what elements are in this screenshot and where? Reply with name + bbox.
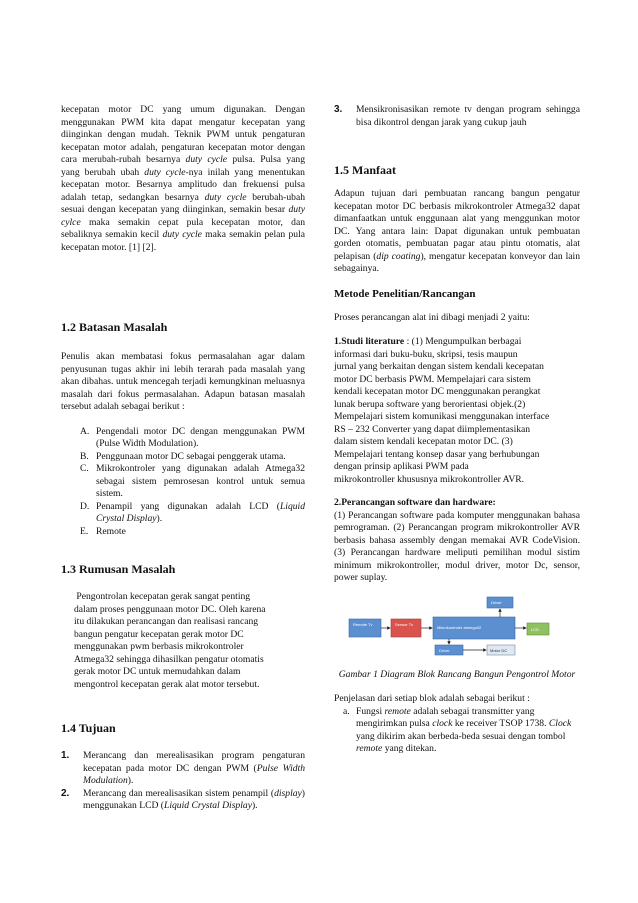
list-item-text: Remote [96, 525, 126, 537]
manfaat-text: ), mengatur kecepatan konveyor dan lain sebagainya. [334, 250, 581, 274]
perancangan-paragraph: (1) Perancangan software pada komputer menggunakan bahasa pemrograman. (2) Perancangan program mikrokontroller AVR berbasis bahasa assembly dengan memakai AVR CodeVision. (3) Perancangan hardware meliputi pemilihan modul sistim minimum mikrokontroller, modul driver, motor Dc, sensor, power suplay. [334, 509, 580, 583]
list-item-text: Penampil yang digunakan adalah LCD ( [96, 500, 280, 512]
block-diagram [347, 595, 567, 657]
heading-rumusan: 1.3 Rumusan Masalah [61, 562, 176, 576]
intro-text: kecepatan motor DC yang umum digunakan. Dengan menggunakan PWM kita dapat mengatur kecepatan yang diinginkan dengan mudah. Teknik PWM untuk pengaturan kecepatan motor adalah, pengaturan kecepatan motor dengan cara merubah-rubah besarnya [61, 104, 305, 165]
studi-block [334, 336, 580, 486]
intro-text: pulsa. Pulsa yang yang berubah ubah [61, 154, 305, 178]
block-bottom-label: Driver [439, 647, 450, 653]
block-motor-label: Motor DC [490, 647, 508, 653]
list-item-text: ke receiver TSOP 1738. [452, 718, 549, 729]
studi-text: : (1) Mengumpulkan berbagai [404, 336, 522, 347]
list-item [61, 426, 305, 451]
left-column [61, 104, 305, 813]
list-item-italic: Liquid Crystal Display [164, 800, 252, 811]
rumusan-line: itu dilakukan perancangan dan realisasi rancang [74, 616, 259, 627]
list-item-italic: remote [384, 705, 411, 717]
studi-line: informasi dari buku-buku, skripsi, tesis maupun [334, 348, 518, 360]
batasan-list [61, 426, 305, 539]
batasan-paragraph: Penulis akan membatasi fokus permasalahan agar dalam penyusunan tugas akhir ini lebih terarah pada masalah yang akan dibahas. untuk mencegah terjadi kemungkinan meluasnya masalah dari fokus permasalahan. Adapun batasan masalah tersebut adalah sebagai berikut : [61, 351, 305, 412]
intro-text: maka semakin cepat pula kecepatan motor, dan sebaliknya semakin kecil [61, 216, 305, 240]
list-marker: B. [80, 450, 89, 462]
manfaat-paragraph [334, 188, 580, 276]
list-marker: E. [80, 525, 89, 537]
list-item [61, 501, 305, 526]
intro-text: maka semakin pelan pula kecepatan motor. [1] [2]. [61, 229, 305, 253]
studi-line: lunak berupa software yang berorientasi objek.(2) [334, 398, 526, 410]
list-item-italic: Clock [548, 718, 572, 729]
heading-metode: Metode Penelitian/Rancangan [334, 287, 476, 300]
rumusan-line: Pengontrolan kecepatan gerak sangat penting [74, 591, 251, 602]
block-bottom [435, 645, 463, 655]
list-item-text: Merancang dan merealisasikan sistem penampil ( [83, 787, 275, 799]
list-item-text: ). [251, 800, 258, 811]
list-item-italic: display [274, 787, 302, 799]
tujuan-list [61, 750, 305, 813]
manfaat-text: Adapun tujuan dari pembuatan rancang bangun pengatur kecepatan motor DC berbasis mikrokontroler Atmega32 dapat dimanfaatkan untuk enggunaan alat yang menggunkan motor DC. Yang antara lain: Dapat digunakan untuk pembuatan gorden otomatis, pembuatan pagar atau pintu otomatis, alat pelapisan ( [334, 188, 580, 262]
intro-italic: duty cycle [162, 229, 202, 240]
intro-text: berubah-ubah sesuai dengan kecepatan yang diinginkan, semakin besar [61, 191, 305, 215]
list-marker: 3. [334, 104, 343, 115]
intro-italic: duty cycle [185, 154, 228, 165]
studi-line: Mempelajari tentang konsep dasar yang berhubungan [334, 448, 540, 460]
heading-tujuan: 1.4 Tujuan [61, 721, 116, 735]
rumusan-line: mengontrol kecepatan gerak alat motor tersebut. [74, 678, 260, 690]
list-item-text: ). [127, 775, 134, 786]
block-mcu [433, 617, 515, 639]
list-marker: 2. [61, 787, 70, 799]
block-motor [487, 645, 515, 655]
studi-line: jurnal yang berkaitan dengan sistem kendali kecepatan [334, 361, 544, 372]
list-item [334, 706, 580, 756]
list-item-italic: remote [356, 743, 383, 754]
block-lcd [527, 623, 549, 635]
studi-line: RS – 232 Converter yang dapat diimplementasikan [334, 423, 531, 435]
studi-line: dengan prinsip aplikasi PWM pada [334, 461, 469, 472]
block-mcu-label: Mikrokontroler atmega32 [437, 624, 482, 630]
list-item-text: Merancang dan merealisasikan program pengaturan kecepatan pada motor DC dengan PWM ( [83, 750, 305, 774]
studi-line: kendali kecepatan motor DC menggunakan perangkat [334, 386, 541, 397]
block-remote [349, 619, 381, 637]
list-item-italic: Liquid Crystal Display [96, 500, 305, 524]
rumusan-line: bangun pengatur kecepatan gerak motor DC [74, 628, 244, 640]
list-item-text: adalah sebagai transmitter yang mengirimkan pulsa [356, 705, 535, 729]
right-column [334, 104, 580, 756]
heading-manfaat: 1.5 Manfaat [334, 163, 396, 177]
list-item [61, 463, 305, 501]
list-item-text: Penggunaan motor DC sebagai penggerak utama. [96, 450, 286, 462]
studi-label: 1.Studi literature [334, 336, 405, 347]
list-marker: C. [80, 463, 89, 474]
studi-line: dalam sistem kendali kecepatan motor DC. (3) [334, 436, 513, 447]
list-item [61, 788, 305, 813]
perancangan-label: 2.Perancangan software dan hardware: [334, 497, 496, 508]
list-item [61, 526, 305, 539]
intro-italic: duty cylce [61, 204, 305, 228]
list-marker: A. [80, 425, 90, 437]
heading-batasan: 1.2 Batasan Masalah [61, 320, 168, 334]
block-top [487, 597, 513, 608]
list-item-text: yang dikirim akan berbeda-beda sesuai dengan tombol [356, 730, 566, 742]
list-item [334, 104, 580, 129]
rumusan-line: dalam proses penggunaan motor DC. Oleh karena [74, 603, 266, 615]
list-item-text: yang ditekan. [382, 743, 437, 754]
studi-line: Mempelajari sistem komunikasi menggunakan interface [334, 411, 550, 422]
figure-caption: Gambar 1 Diagram Blok Rancang Bangun Pengontrol Motor [338, 668, 576, 680]
block-sensor-label: Sensor Tv [395, 621, 414, 627]
list-item [61, 451, 305, 464]
list-marker: D. [80, 500, 90, 512]
list-item-text: Mikrokontroler yang digunakan adalah Atmega32 sebagai sistem pemrosesan kontrol untuk semua sistem. [96, 463, 305, 499]
block-remote-label: Remote Tv [353, 621, 373, 627]
block-lcd-label: LCD [531, 626, 540, 632]
rumusan-line: menggunakan pwm berbasis mikrokontroler [74, 641, 244, 652]
studi-line: motor DC berbasis PWM. Mempelajari cara sistem [334, 373, 531, 385]
list-item-text: Pengendali motor DC dengan menggunakan PWM (Pulse Width Modulation). [96, 425, 305, 449]
rumusan-line: gerak motor DC untuk memudahkan dalam [74, 666, 241, 677]
block-top-label: Driver [491, 599, 502, 605]
list-item [61, 750, 305, 788]
metode-intro: Proses perancangan alat ini dibagi menjadi 2 yaitu: [334, 311, 530, 323]
list-item-text: ) menggunakan LCD ( [83, 787, 305, 811]
penjelasan-list [334, 706, 580, 756]
intro-italic: duty cycle [204, 191, 247, 203]
list-item-italic: Pulse Width Modulation [83, 762, 305, 786]
rumusan-block [61, 591, 305, 691]
block-sensor [391, 619, 421, 637]
intro-text: -nya inilah yang menentukan kecepatan motor. Besarnya amplitudo dan frekuensi pulsa adalah tetap, sedangkan besarnya [61, 166, 305, 203]
intro-italic: duty cycle [144, 166, 186, 178]
rumusan-line: Atmega32 sehingga dihasilkan pengatur otomatis [74, 653, 264, 665]
list-marker: a. [343, 705, 350, 717]
manfaat-italic: dip coating [376, 250, 421, 262]
list-marker: 1. [61, 750, 70, 761]
intro-paragraph [61, 104, 305, 320]
studi-line [334, 336, 580, 349]
penjelasan-intro: Penjelasan dari setiap blok adalah sebagai berikut : [334, 693, 530, 704]
list-item-italic: clock [432, 718, 453, 729]
list-item-text: Mensikronisasikan remote tv dengan program sehingga bisa dikontrol dengan jarak yang cukup jauh [356, 104, 580, 128]
tujuan-list-continued [334, 104, 580, 129]
list-item-text: Fungsi [356, 705, 385, 717]
list-item-text: ). [156, 513, 163, 524]
studi-line: mikrokontroller khususnya mikrokontroller AVR. [334, 473, 525, 485]
